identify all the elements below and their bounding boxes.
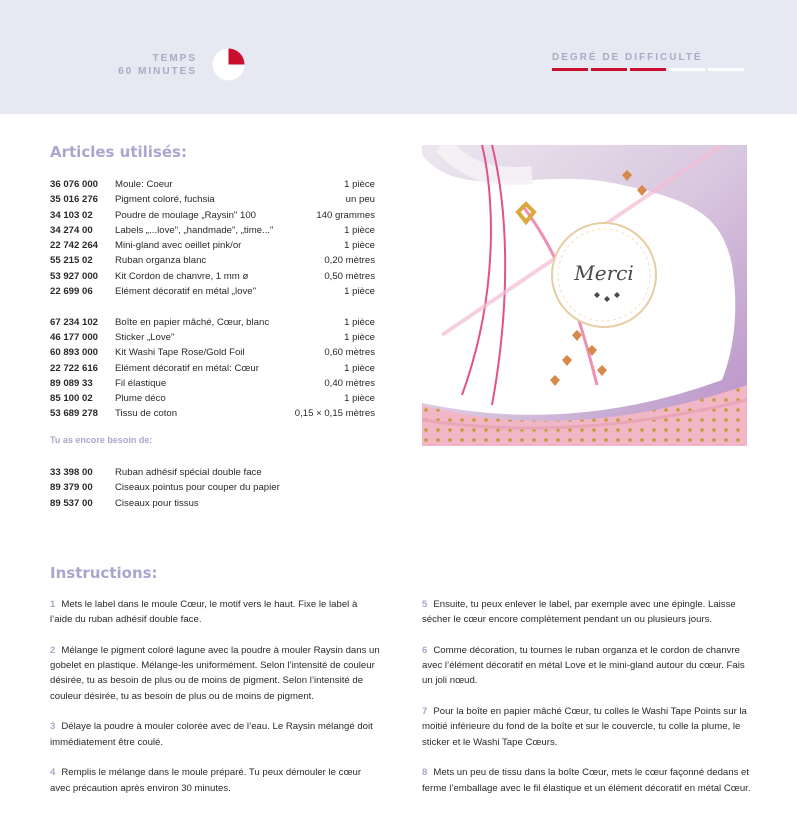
article-desc: Plume déco xyxy=(115,393,166,405)
article-qty: 1 pièce xyxy=(344,286,375,298)
article-row xyxy=(50,253,375,268)
need-title: Tu as encore besoin de: xyxy=(50,435,153,445)
article-code: 36 076 000 xyxy=(50,179,99,190)
instructions-column-right xyxy=(422,597,752,811)
article-desc: Pigment coloré, fuchsia xyxy=(115,194,215,206)
article-code: 35 016 276 xyxy=(50,194,99,206)
article-code: 46 177 000 xyxy=(50,331,99,343)
article-desc: Fil élastique xyxy=(115,377,167,389)
article-qty: 1 pièce xyxy=(344,393,375,405)
time-label: TEMPS xyxy=(152,53,197,64)
difficulty-label: DEGRÉ DE DIFFICULTÉ xyxy=(552,52,703,63)
article-desc: Ciseaux pour tissus xyxy=(115,497,199,509)
step-text: Ensuite, tu peux enlever le label, par exemple avec une épingle. Laisse sécher le cœur encore complètement pendant un ou plusieurs jours. xyxy=(422,599,736,626)
article-row xyxy=(50,480,375,495)
instruction-step xyxy=(50,643,380,704)
article-desc: Elément décoratif en métal „love" xyxy=(115,286,256,298)
article-desc: Ruban adhésif spécial double face xyxy=(115,467,262,478)
article-row xyxy=(50,330,375,345)
step-number: 4 xyxy=(50,767,56,779)
article-desc: Kit Washi Tape Rose/Gold Foil xyxy=(115,347,245,359)
article-desc: Moule: Coeur xyxy=(115,179,173,190)
step-text: Mets le label dans le moule Cœur, le motif vers le haut. Fixe le label à l’aide du ruban adhésif double face. xyxy=(50,599,358,626)
article-code: 55 215 02 xyxy=(50,255,93,267)
article-qty: 1 pièce xyxy=(344,224,375,236)
product-photo xyxy=(422,145,747,446)
articles-title: Articles utilisés: xyxy=(50,143,187,161)
article-code: 22 722 616 xyxy=(50,362,99,374)
sticker-text: Merci xyxy=(574,261,634,285)
article-row xyxy=(50,284,375,299)
article-row xyxy=(50,238,375,253)
article-code: 22 699 06 xyxy=(50,286,93,298)
article-qty: 1 pièce xyxy=(344,362,375,374)
article-qty: 1 pièce xyxy=(344,316,375,328)
instruction-step xyxy=(422,597,752,628)
instruction-step xyxy=(50,765,380,796)
instruction-step xyxy=(50,719,380,750)
article-desc: Ruban organza blanc xyxy=(115,255,207,267)
time-block xyxy=(100,52,197,78)
article-qty: 0,50 mètres xyxy=(324,270,375,282)
article-code: 89 089 33 xyxy=(50,377,93,389)
difficulty-segment xyxy=(669,68,705,71)
article-row xyxy=(50,376,375,391)
article-code: 67 234 102 xyxy=(50,316,99,328)
step-text: Comme décoration, tu tournes le ruban organza et le cordon de chanvre avec l’élément décoratif en métal Love et le mini-gland autour du cœur. Fais un joli nœud. xyxy=(422,644,745,687)
step-number: 8 xyxy=(422,767,428,779)
article-code: 53 927 000 xyxy=(50,270,99,282)
article-code: 60 893 000 xyxy=(50,347,99,359)
step-number: 6 xyxy=(422,644,428,656)
difficulty-block xyxy=(552,51,752,71)
article-qty: 1 pièce xyxy=(344,240,375,252)
article-row xyxy=(50,223,375,238)
instructions-title: Instructions: xyxy=(50,564,158,582)
step-number: 5 xyxy=(422,599,428,610)
step-text: Mélange le pigment coloré lagune avec la poudre à mouler Raysin dans un gobelet en plastique. Mélange-les uniformément. Selon l’intensité de couleur désirée, tu as besoin de plus ou de moins de pigment. Selon l’intensité de couleur désirée, tu as besoin de plus ou de moins de pigment. xyxy=(50,644,380,702)
article-row xyxy=(50,269,375,284)
article-row xyxy=(50,177,375,192)
article-code: 85 100 02 xyxy=(50,393,93,405)
articles-list xyxy=(50,177,375,422)
article-qty: 1 pièce xyxy=(344,331,375,343)
article-desc: Mini-gland avec oeillet pink/or xyxy=(115,240,242,252)
instruction-step xyxy=(422,704,752,750)
step-text: Délaye la poudre à mouler colorée avec de l’eau. Le Raysin mélangé doit immédiatement être coulé. xyxy=(50,721,373,748)
article-code: 34 103 02 xyxy=(50,209,93,221)
article-code: 34 274 00 xyxy=(50,224,93,236)
step-number: 7 xyxy=(422,706,428,718)
article-code: 89 537 00 xyxy=(50,497,93,509)
instructions-column-left xyxy=(50,597,380,811)
article-qty: 1 pièce xyxy=(344,179,375,190)
step-text: Remplis le mélange dans le moule préparé. Tu peux démouler le cœur avec précaution après environ 30 minutes. xyxy=(50,767,362,794)
article-desc: Boîte en papier mâché, Cœur, blanc xyxy=(115,316,270,328)
article-row xyxy=(50,315,375,330)
step-text: Mets un peu de tissu dans la boîte Cœur, mets le cœur façonné dedans et ferme l’emballage avec le fil élastique et un élément décoratif en métal Cœur. xyxy=(422,767,751,794)
difficulty-segment xyxy=(552,68,588,71)
article-desc: Labels „...love", „handmade", „time..." xyxy=(115,224,274,236)
article-qty: 0,15 × 0,15 mètres xyxy=(294,408,375,420)
instruction-step xyxy=(50,597,380,628)
article-qty: 140 grammes xyxy=(316,209,375,221)
article-code: 22 742 264 xyxy=(50,240,99,252)
article-row xyxy=(50,361,375,376)
article-code: 33 398 00 xyxy=(50,467,93,478)
instruction-step xyxy=(422,643,752,689)
article-qty: 0,60 mètres xyxy=(324,347,375,359)
article-desc: Poudre de moulage „Raysin" 100 xyxy=(115,209,257,221)
difficulty-segment xyxy=(708,68,744,71)
step-text: Pour la boîte en papier mâché Cœur, tu colles le Washi Tape Points sur la moitié inférieure du fond de la boîte et sur le couvercle, tu colle la plume, le sticker et le Washi Tape Cœurs. xyxy=(422,706,747,748)
instruction-step xyxy=(422,765,752,796)
article-row xyxy=(50,208,375,223)
article-row xyxy=(50,496,375,511)
article-desc: Tissu de coton xyxy=(115,408,178,420)
article-desc: Sticker „Love" xyxy=(115,331,175,343)
timer-icon xyxy=(212,48,245,81)
article-row xyxy=(50,391,375,406)
needed-tools-list xyxy=(50,465,375,511)
article-row xyxy=(50,406,375,421)
step-number: 1 xyxy=(50,599,56,610)
article-qty: 0,40 mètres xyxy=(324,377,375,389)
article-row xyxy=(50,345,375,360)
difficulty-meter xyxy=(552,68,752,71)
article-row xyxy=(50,192,375,207)
article-qty: 0,20 mètres xyxy=(324,255,375,267)
step-number: 3 xyxy=(50,721,56,733)
time-value: 60 MINUTES xyxy=(118,66,197,77)
difficulty-segment xyxy=(630,68,666,71)
article-desc: Kit Cordon de chanvre, 1 mm ø xyxy=(115,270,249,282)
article-desc: Ciseaux pointus pour couper du papier xyxy=(115,482,280,494)
article-desc: Elément décoratif en métal: Cœur xyxy=(115,362,259,374)
step-number: 2 xyxy=(50,644,56,656)
article-code: 89 379 00 xyxy=(50,482,93,494)
article-code: 53 689 278 xyxy=(50,408,99,420)
difficulty-segment xyxy=(591,68,627,71)
article-row xyxy=(50,465,375,480)
article-qty: un peu xyxy=(345,194,375,206)
header-band xyxy=(0,0,797,114)
